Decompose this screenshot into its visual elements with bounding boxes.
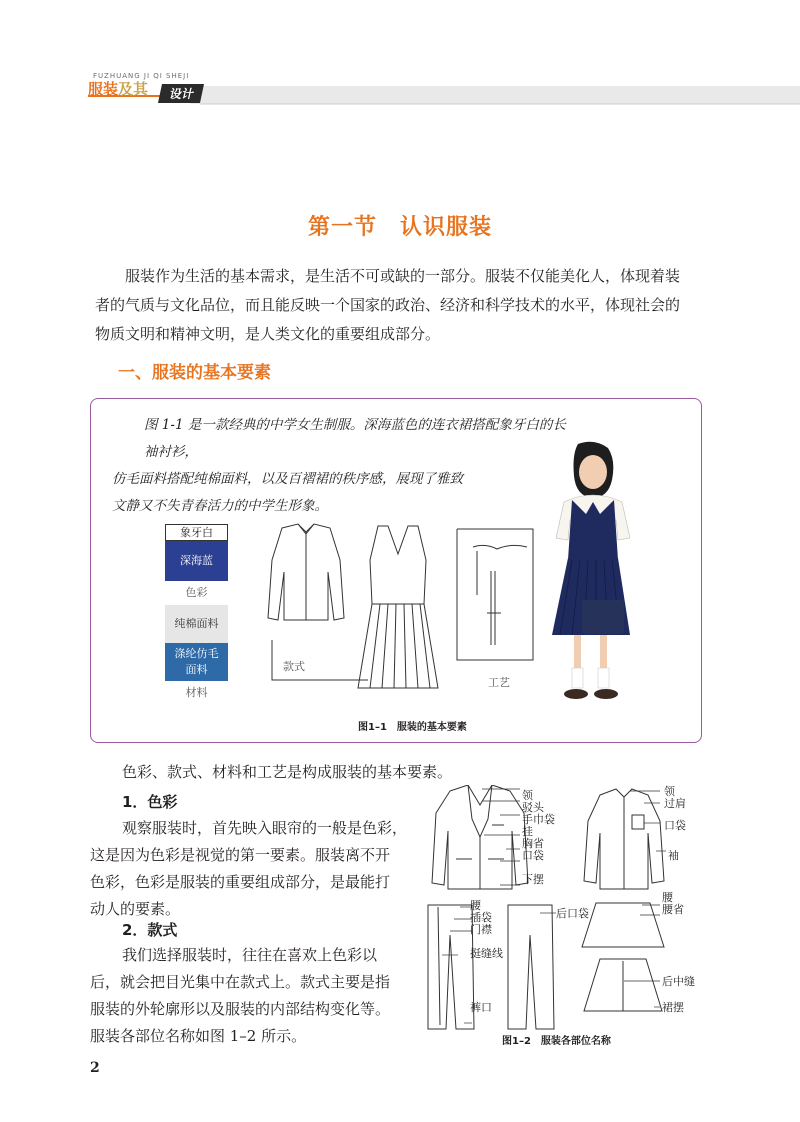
label-color: 色彩 — [185, 586, 208, 599]
frame-line-1: 图 1-1 是一款经典的中学女生制服。深海蓝色的连衣裙搭配象牙白的长袖衬衫， — [144, 417, 566, 460]
section-title: 第一节 认识服装 — [307, 215, 492, 240]
p1-line-2: 这是因为色彩是视觉的第一要素。服装离不开 — [90, 846, 391, 864]
jacket-label-lapel: 驳头 — [522, 801, 544, 814]
jacket-labels — [522, 790, 562, 886]
paragraph-style — [90, 942, 410, 1050]
shirt-labels — [664, 786, 704, 862]
p2-line-1: 我们选择服装时，往往在喜欢上色彩以 — [122, 946, 378, 964]
swatch-ivory: 象牙白 — [165, 524, 228, 541]
p2-line-2: 后，就会把目光集中在款式上。款式主要是指 — [90, 973, 391, 991]
frame-line-2: 仿毛面料搭配纯棉面料，以及百褶裙的秩序感，展现了雅致 — [112, 471, 463, 487]
p1-line-3: 色彩，色彩是服装的重要组成部分，是最能打 — [90, 873, 391, 891]
craft-detail-drawing — [455, 525, 545, 665]
swatch-cotton: 纯棉面料 — [165, 605, 228, 643]
skirt-labels — [662, 892, 712, 916]
header-tag: 设计 — [158, 84, 204, 103]
paragraph-color — [90, 815, 410, 923]
pants-label-side-pocket: 插袋 — [470, 911, 492, 924]
shirt-label-yoke: 过肩 — [664, 797, 686, 810]
figure-1-1-text — [112, 412, 567, 520]
skirt-label-waist: 腰 — [662, 891, 673, 904]
body-lead: 色彩、款式、材料和工艺是构成服装的基本要素。 — [122, 763, 453, 781]
pants-label-hem: 裤口 — [470, 1001, 492, 1014]
p1-line-1: 观察服装时，首先映入眼帘的一般是色彩， — [122, 819, 408, 837]
intro-line-1: 服装作为生活的基本需求，是生活不可或缺的一部分。服装不仅能美化人，体现着装 — [125, 267, 681, 285]
label-style: 款式 — [283, 660, 305, 673]
pants-label-crease: 挺缝线 — [470, 947, 503, 960]
skirt-label-center-back-seam: 后中缝 — [662, 975, 695, 988]
swatch-wool-line2: 面料 — [185, 663, 208, 676]
frame-line-3: 文静又不失青春活力的中学生形象。 — [112, 498, 328, 514]
shirt-label-pocket: 口袋 — [664, 819, 686, 832]
pants-label-waist: 腰 — [470, 899, 481, 912]
pants-label-fly: 门襟 — [470, 923, 492, 936]
shirt-label-collar: 领 — [664, 785, 675, 798]
swatch-navy: 深海蓝 — [165, 541, 228, 581]
p2-line-3: 服装的外轮廓形以及服装的内部结构变化等。 — [90, 1000, 391, 1018]
jacket-label-pocket: 口袋 — [522, 849, 544, 862]
intro-paragraph — [95, 262, 710, 349]
jacket-label-hem: 下摆 — [522, 873, 544, 886]
heading-style: 2．款式 — [122, 921, 178, 939]
figure-1-2-caption: 图1–2 服装各部位名称 — [502, 1036, 611, 1047]
swatch-wool — [165, 643, 228, 681]
student-uniform-photo — [538, 440, 648, 710]
pants-label-back-pocket: 后口袋 — [556, 907, 589, 920]
p2-line-4: 服装各部位名称如图 1–2 所示。 — [90, 1027, 307, 1045]
header-title-part1: 服装 — [88, 80, 119, 98]
header-series-en: FUZHUANG JI QI SHEJI — [93, 72, 190, 80]
header-title — [88, 78, 148, 99]
jacket-label-dart: 胸省 — [522, 837, 544, 850]
intro-line-3: 物质文明和精神文明，是人类文化的重要组成部分。 — [95, 325, 441, 343]
p1-line-4: 动人的要素。 — [90, 900, 181, 918]
jacket-label-breast-pocket: 手巾袋 — [522, 813, 555, 826]
heading-color: 1．色彩 — [122, 793, 178, 811]
label-material: 材料 — [185, 686, 208, 699]
subsection-title: 一、服装的基本要素 — [118, 363, 271, 383]
pants-labels — [470, 900, 514, 1014]
page-number: 2 — [90, 1060, 100, 1076]
swatch-wool-line1: 涤纶仿毛 — [174, 647, 219, 660]
jacket-label-collar: 领 — [522, 789, 533, 802]
label-craft: 工艺 — [488, 676, 510, 689]
skirt-label-hem: 裙摆 — [662, 1001, 684, 1014]
jacket-label-facing: 挂 — [522, 825, 533, 838]
header-title-part2: 及其 — [118, 80, 149, 98]
shirt-label-sleeve: 袖 — [668, 849, 679, 862]
skirt-label-dart: 腰省 — [662, 903, 684, 916]
style-drawings — [248, 520, 448, 705]
intro-line-2: 者的气质与文化品位，而且能反映一个国家的政治、经济和科学技术的水平，体现社会的 — [95, 296, 681, 314]
figure-1-1-caption: 图1–1 服装的基本要素 — [358, 722, 467, 733]
